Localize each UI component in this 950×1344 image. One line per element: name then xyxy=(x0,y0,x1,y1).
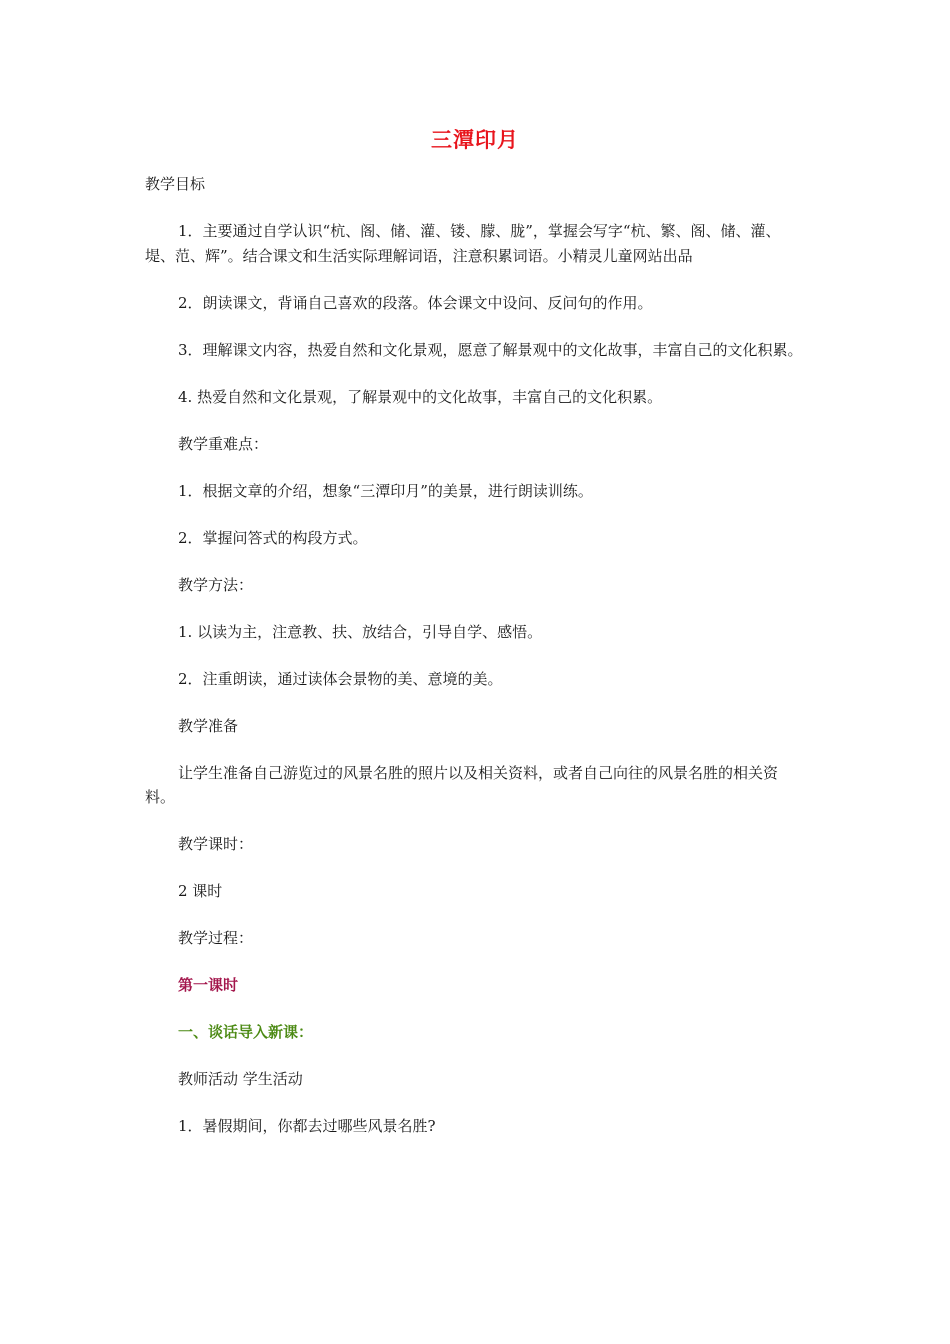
paragraph-objective-1: 1．主要通过自学认识“杭、阁、储、灌、镂、朦、胧”，掌握会写字“杭、繁、阁、储、灌、堤、范、辉”。结合课文和生活实际理解词语，注意积累词语。小精灵儿童网站出品 xyxy=(145,222,781,265)
paragraph-key-point-2: 2．掌握问答式的构段方式。 xyxy=(178,528,368,547)
paragraph-methods-heading: 教学方法： xyxy=(178,575,254,594)
document-title: 三潭印月 xyxy=(431,128,519,152)
paragraph-method-1: 1. 以读为主，注意教、扶、放结合，引导自学、感悟。 xyxy=(178,622,543,641)
paragraph-preparation-text: 让学生准备自己游览过的风景名胜的照片以及相关资料，或者自己向往的风景名胜的相关资料。 xyxy=(145,763,779,806)
paragraph-objective-3: 3．理解课文内容，热爱自然和文化景观，愿意了解景观中的文化故事，丰富自己的文化积累。 xyxy=(178,340,803,359)
paragraph-process-heading: 教学过程： xyxy=(178,929,254,947)
paragraph-objectives-heading: 教学目标 xyxy=(145,175,206,193)
paragraph-key-points-heading: 教学重难点： xyxy=(178,434,269,453)
section-heading-intro: 一、谈话导入新课： xyxy=(178,1023,314,1041)
paragraph-periods-heading: 教学课时： xyxy=(178,835,254,853)
paragraph-activities-header: 教师活动 学生活动 xyxy=(178,1070,303,1088)
paragraph-preparation-heading: 教学准备 xyxy=(178,716,239,735)
paragraph-periods-value: 2 课时 xyxy=(178,882,223,900)
paragraph-key-point-1: 1．根据文章的介绍，想象“三潭印月”的美景，进行朗读训练。 xyxy=(178,481,593,500)
section-heading-first-period: 第一课时 xyxy=(178,976,239,994)
paragraph-method-2: 2．注重朗读，通过读体会景物的美、意境的美。 xyxy=(178,669,503,688)
paragraph-objective-4: 4. 热爱自然和文化景观，了解景观中的文化故事，丰富自己的文化积累。 xyxy=(178,387,663,406)
paragraph-objective-2: 2．朗读课文，背诵自己喜欢的段落。体会课文中设问、反问句的作用。 xyxy=(178,293,653,312)
paragraph-question-1: 1．暑假期间，你都去过哪些风景名胜? xyxy=(178,1117,436,1135)
document-body xyxy=(145,172,805,1161)
